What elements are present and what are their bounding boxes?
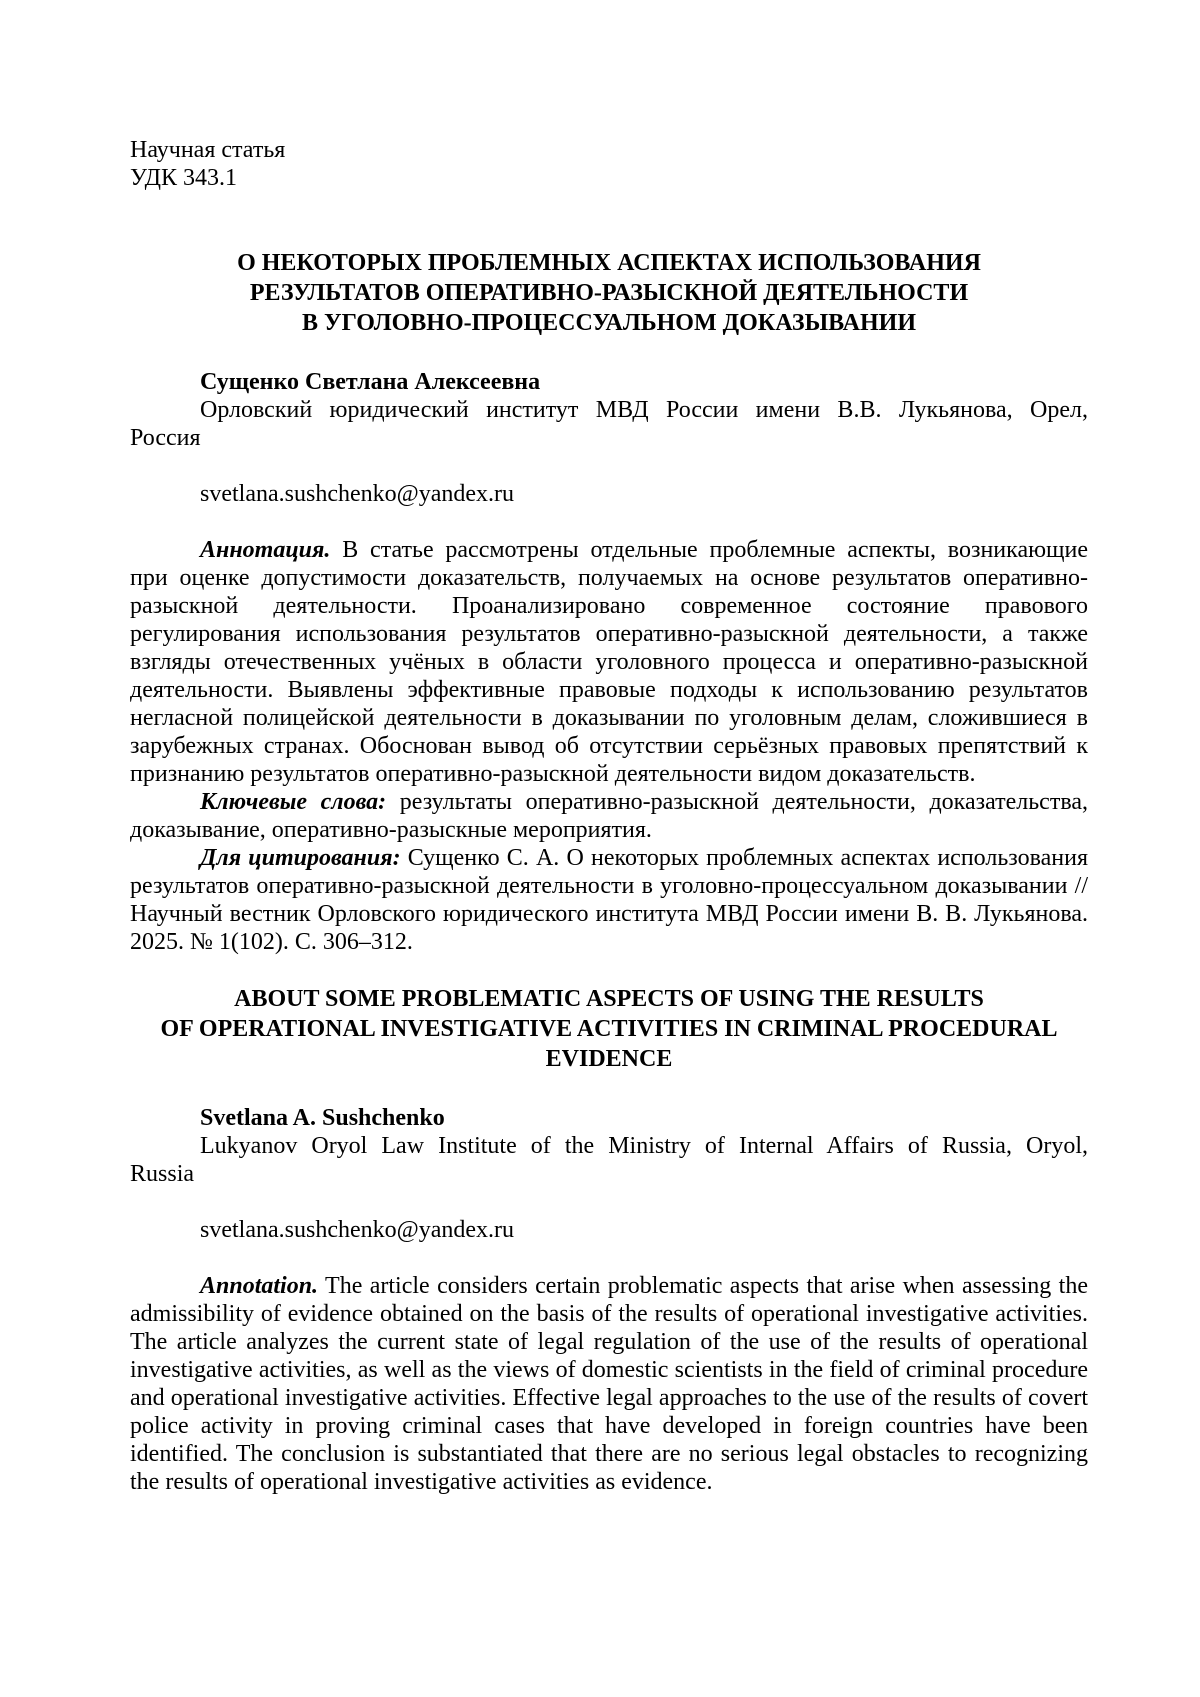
keywords-ru-label: Ключевые слова: bbox=[200, 789, 387, 815]
affiliation-ru-line: Орловский юридический институт МВД России имени В.В. Лукьянова, Орел, bbox=[200, 397, 1088, 423]
author-name-ru: Сущенко Светлана Алексеевна bbox=[200, 369, 541, 395]
abstract-en bbox=[130, 1272, 1088, 1496]
abstract-en-label: Annotation. bbox=[200, 1273, 319, 1299]
article-type-label: Научная статья bbox=[130, 137, 286, 163]
article-title-ru-line: В УГОЛОВНО-ПРОЦЕССУАЛЬНОМ ДОКАЗЫВАНИИ bbox=[301, 310, 916, 336]
article-title-en-line: ABOUT SOME PROBLEMATIC ASPECTS OF USING THE RESULTS bbox=[234, 986, 984, 1012]
citation-ru bbox=[130, 844, 1088, 956]
article-title-ru-line: РЕЗУЛЬТАТОВ ОПЕРАТИВНО-РАЗЫСКНОЙ ДЕЯТЕЛЬНОСТИ bbox=[249, 280, 969, 306]
affiliation-en-line: Russia bbox=[130, 1161, 195, 1187]
article-title-en-line: EVIDENCE bbox=[545, 1046, 673, 1072]
author-email-en: svetlana.sushchenko@yandex.ru bbox=[200, 1217, 515, 1243]
affiliation-en-line: Lukyanov Oryol Law Institute of the Ministry of Internal Affairs of Russia, Oryol, bbox=[200, 1133, 1088, 1159]
abstract-ru-label: Аннотация. bbox=[200, 537, 331, 563]
affiliation-ru-line: Россия bbox=[130, 425, 201, 451]
article-title-ru-line: О НЕКОТОРЫХ ПРОБЛЕМНЫХ АСПЕКТАХ ИСПОЛЬЗОВАНИЯ bbox=[237, 250, 981, 276]
author-name-en: Svetlana A. Sushchenko bbox=[200, 1105, 445, 1131]
citation-ru-text: Сущенко С. А. О некоторых проблемных аспектах использования результатов оперативно-разыскной деятельности в уголовно-процессуальном доказывании // Научный вестник Орловского юридического института МВД России имени В. В. Лукьянова. 2025. № 1(102). С. 306–312. bbox=[130, 845, 1089, 955]
abstract-ru bbox=[130, 536, 1088, 788]
citation-ru-label: Для цитирования: bbox=[200, 845, 401, 871]
author-email-ru: svetlana.sushchenko@yandex.ru bbox=[200, 481, 515, 507]
udc-number: УДК 343.1 bbox=[130, 165, 237, 191]
keywords-ru-text: результаты оперативно-разыскной деятельности, доказательства, доказывание, оперативно-разыскные мероприятия. bbox=[130, 789, 1088, 843]
article-title-en bbox=[130, 984, 1088, 1074]
article-title-en-line: OF OPERATIONAL INVESTIGATIVE ACTIVITIES IN CRIMINAL PROCEDURAL bbox=[160, 1016, 1058, 1042]
abstract-en-text: The article considers certain problematic aspects that arise when assessing the admissibility of evidence obtained on the basis of the results of operational investigative activities. The article analyzes the current state of legal regulation of the use of the results of operational investigative activities, as well as the views of domestic scientists in the field of criminal procedure and operational investigative activities. Effective legal approaches to the use of the results of covert police activity in proving criminal cases that have developed in foreign countries have been identified. The conclusion is substantiated that there are no serious legal obstacles to recognizing the results of operational investigative activities as evidence. bbox=[130, 1273, 1088, 1495]
article-title-ru bbox=[130, 248, 1088, 338]
affiliation-en bbox=[130, 1132, 1088, 1188]
affiliation-ru bbox=[130, 396, 1088, 452]
abstract-ru-text: В статье рассмотрены отдельные проблемные аспекты, возникающие при оценке допустимости доказательств, получаемых на основе результатов оперативно-разыскной деятельности. Проанализировано современное состояние правового регулирования использования результатов оперативно-разыскной деятельности, а также взгляды отечественных учёных в области уголовного процесса и оперативно-разыскной деятельности. Выявлены эффективные правовые подходы к использованию результатов негласной полицейской деятельности в доказывании по уголовным делам, сложившиеся в зарубежных странах. Обоснован вывод об отсутствии серьёзных правовых препятствий к признанию результатов оперативно-разыскной деятельности видом доказательств. bbox=[130, 537, 1089, 787]
keywords-ru bbox=[130, 788, 1088, 844]
